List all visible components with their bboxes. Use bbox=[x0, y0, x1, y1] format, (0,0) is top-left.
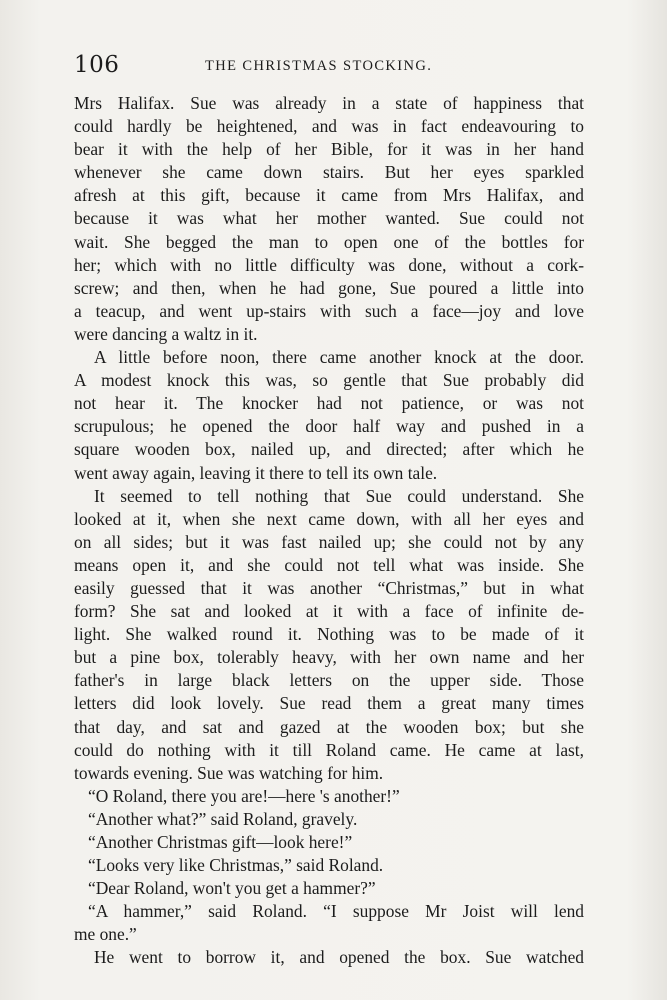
text-line: “Looks very like Christmas,” said Roland. bbox=[88, 855, 384, 876]
text-line: “O Roland, there you are!—here 's another!” bbox=[88, 785, 400, 806]
text-line: square wooden box, nailed up, and directed; after which he bbox=[74, 439, 584, 460]
text-line: not hear it. The knocker had not patience, or was not bbox=[74, 393, 584, 414]
text-line: form? She sat and looked at it with a face of infinite de- bbox=[74, 601, 584, 622]
text-line: wait. She begged the man to open one of the bottles for bbox=[74, 231, 584, 252]
text-line: on all sides; but it was fast nailed up; she could not by any bbox=[74, 531, 584, 552]
text-line: a teacup, and went up-stairs with such a face—joy and love bbox=[74, 300, 584, 321]
text-line: light. She walked round it. Nothing was to be made of it bbox=[74, 624, 584, 645]
text-line: but a pine box, tolerably heavy, with her own name and her bbox=[74, 647, 584, 668]
text-line: bear it with the help of her Bible, for it was in her hand bbox=[74, 139, 584, 160]
body-text bbox=[74, 92, 584, 970]
running-head: THE CHRISTMAS STOCKING. bbox=[205, 58, 433, 74]
text-line: “Another what?” said Roland, gravely. bbox=[88, 808, 358, 829]
text-line: He went to borrow it, and opened the box. Sue watched bbox=[94, 947, 584, 968]
text-line: her; which with no little difficulty was done, without a cork- bbox=[74, 254, 584, 275]
text-line: towards evening. Sue was watching for him. bbox=[74, 762, 384, 783]
text-line: Mrs Halifax. Sue was already in a state of happiness that bbox=[74, 93, 584, 113]
text-line: me one.” bbox=[74, 924, 137, 945]
text-line: looked at it, when she next came down, with all her eyes and bbox=[74, 508, 584, 529]
text-line: “Dear Roland, won't you get a hammer?” bbox=[88, 878, 376, 899]
text-line: went away again, leaving it there to tell its own tale. bbox=[74, 462, 438, 483]
text-line: that day, and sat and gazed at the wooden box; but she bbox=[74, 716, 584, 737]
text-line: because it was what her mother wanted. Sue could not bbox=[74, 208, 584, 229]
text-line: “A hammer,” said Roland. “I suppose Mr Joist will lend bbox=[88, 901, 584, 922]
text-line: easily guessed that it was another “Christmas,” but in what bbox=[74, 577, 584, 598]
text-line: It seemed to tell nothing that Sue could understand. She bbox=[94, 485, 584, 506]
text-line: were dancing a waltz in it. bbox=[74, 323, 258, 344]
text-line: afresh at this gift, because it came from Mrs Halifax, and bbox=[74, 185, 584, 206]
text-line: scrupulous; he opened the door half way and pushed in a bbox=[74, 416, 584, 437]
text-line: A modest knock this was, so gentle that Sue probably did bbox=[74, 370, 584, 391]
text-line: screw; and then, when he had gone, Sue poured a little into bbox=[74, 277, 584, 298]
text-line: letters did look lovely. Sue read them a great many times bbox=[74, 693, 584, 714]
page-header bbox=[72, 52, 592, 82]
text-line: “Another Christmas gift—look here!” bbox=[88, 832, 353, 852]
text-line: could do nothing with it till Roland came. He came at last, bbox=[74, 739, 584, 760]
text-line: means open it, and she could not tell what was inside. She bbox=[74, 554, 584, 575]
text-line: whenever she came down stairs. But her eyes sparkled bbox=[74, 162, 584, 183]
text-line: A little before noon, there came another knock at the door. bbox=[94, 347, 584, 368]
text-line: father's in large black letters on the upper side. Those bbox=[74, 670, 584, 691]
page-number: 106 bbox=[74, 52, 120, 78]
text-line: could hardly be heightened, and was in fact endeavouring to bbox=[74, 116, 584, 137]
